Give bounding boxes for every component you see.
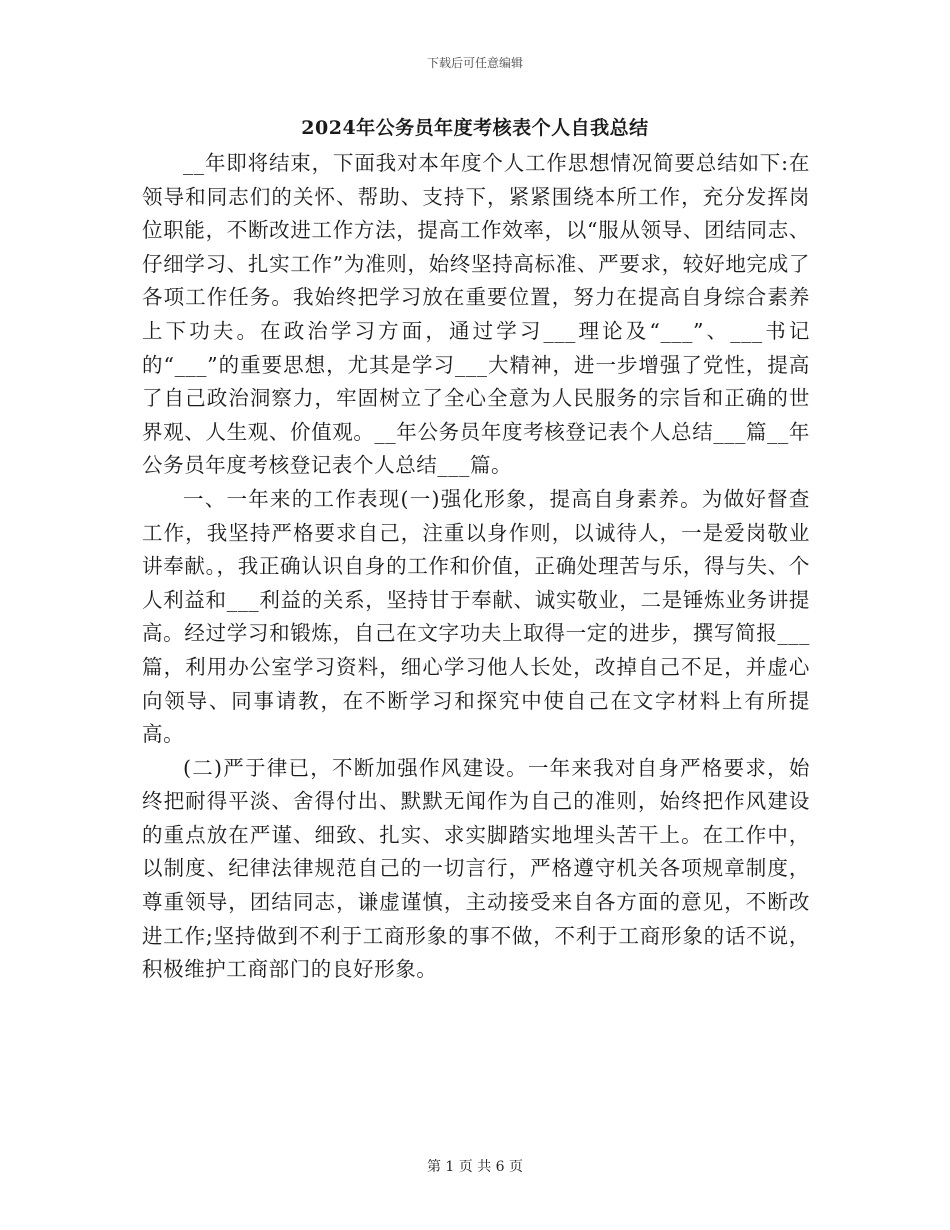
paragraph-intro: __年即将结束，下面我对本年度个人工作思想情况简要总结如下:在领导和同志们的关怀、帮助、支持下，紧紧围绕本所工作，充分发挥岗位职能，不断改进工作方法，提高工作效率，以“服从领导、团结同志、仔细学习、扎实工作”为准则，始终坚持高标准、严要求，较好地完成了各项工作任务。我始终把学习放在重要位置，努力在提高自身综合素养上下功夫。在政治学习方面，通过学习___理论及“___”、___书记的“___”的重要思想，尤其是学习___大精神，进一步增强了党性，提高了自己政治洞察力，牢固树立了全心全意为人民服务的宗旨和正确的世界观、人生观、价值观。__年公务员年度考核登记表个人总结___篇__年公务员年度考核登记表个人总结___篇。 bbox=[142, 151, 810, 478]
document-title: 2024年公务员年度考核表个人自我总结 bbox=[301, 117, 649, 139]
paragraph-work-performance: 一、一年来的工作表现(一)强化形象，提高自身素养。为做好督查工作，我坚持严格要求自己，注重以身作则，以诚待人，一是爱岗敬业讲奉献。，我正确认识自身的工作和价值，正确处理苦与乐，得与失、个人利益和___利益的关系，坚持甘于奉献、诚实敬业，二是锤炼业务讲提高。经过学习和锻炼，自己在文字功夫上取得一定的进步，撰写简报___篇，利用办公室学习资料，细心学习他人长处，改掉自己不足，并虚心向领导、同事请教，在不断学习和探究中使自己在文字材料上有所提高。 bbox=[142, 486, 810, 747]
paragraph-discipline: (二)严于律已，不断加强作风建设。一年来我对自身严格要求，始终把耐得平淡、舍得付出、默默无闻作为自己的准则，始终把作风建设的重点放在严谨、细致、扎实、求实脚踏实地埋头苦干上。在工作中，以制度、纪律法律规范自己的一切言行，严格遵守机关各项规章制度，尊重领导，团结同志，谦虚谨慎，主动接受来自各方面的意见，不断改进工作;坚持做到不利于工商形象的事不做，不利于工商形象的话不说，积极维护工商部门的良好形象。 bbox=[142, 755, 810, 982]
header-note: 下载后可任意编辑 bbox=[426, 56, 523, 70]
page-number: 第 1 页 共 6 页 bbox=[426, 1159, 524, 1175]
document-body bbox=[142, 147, 810, 987]
